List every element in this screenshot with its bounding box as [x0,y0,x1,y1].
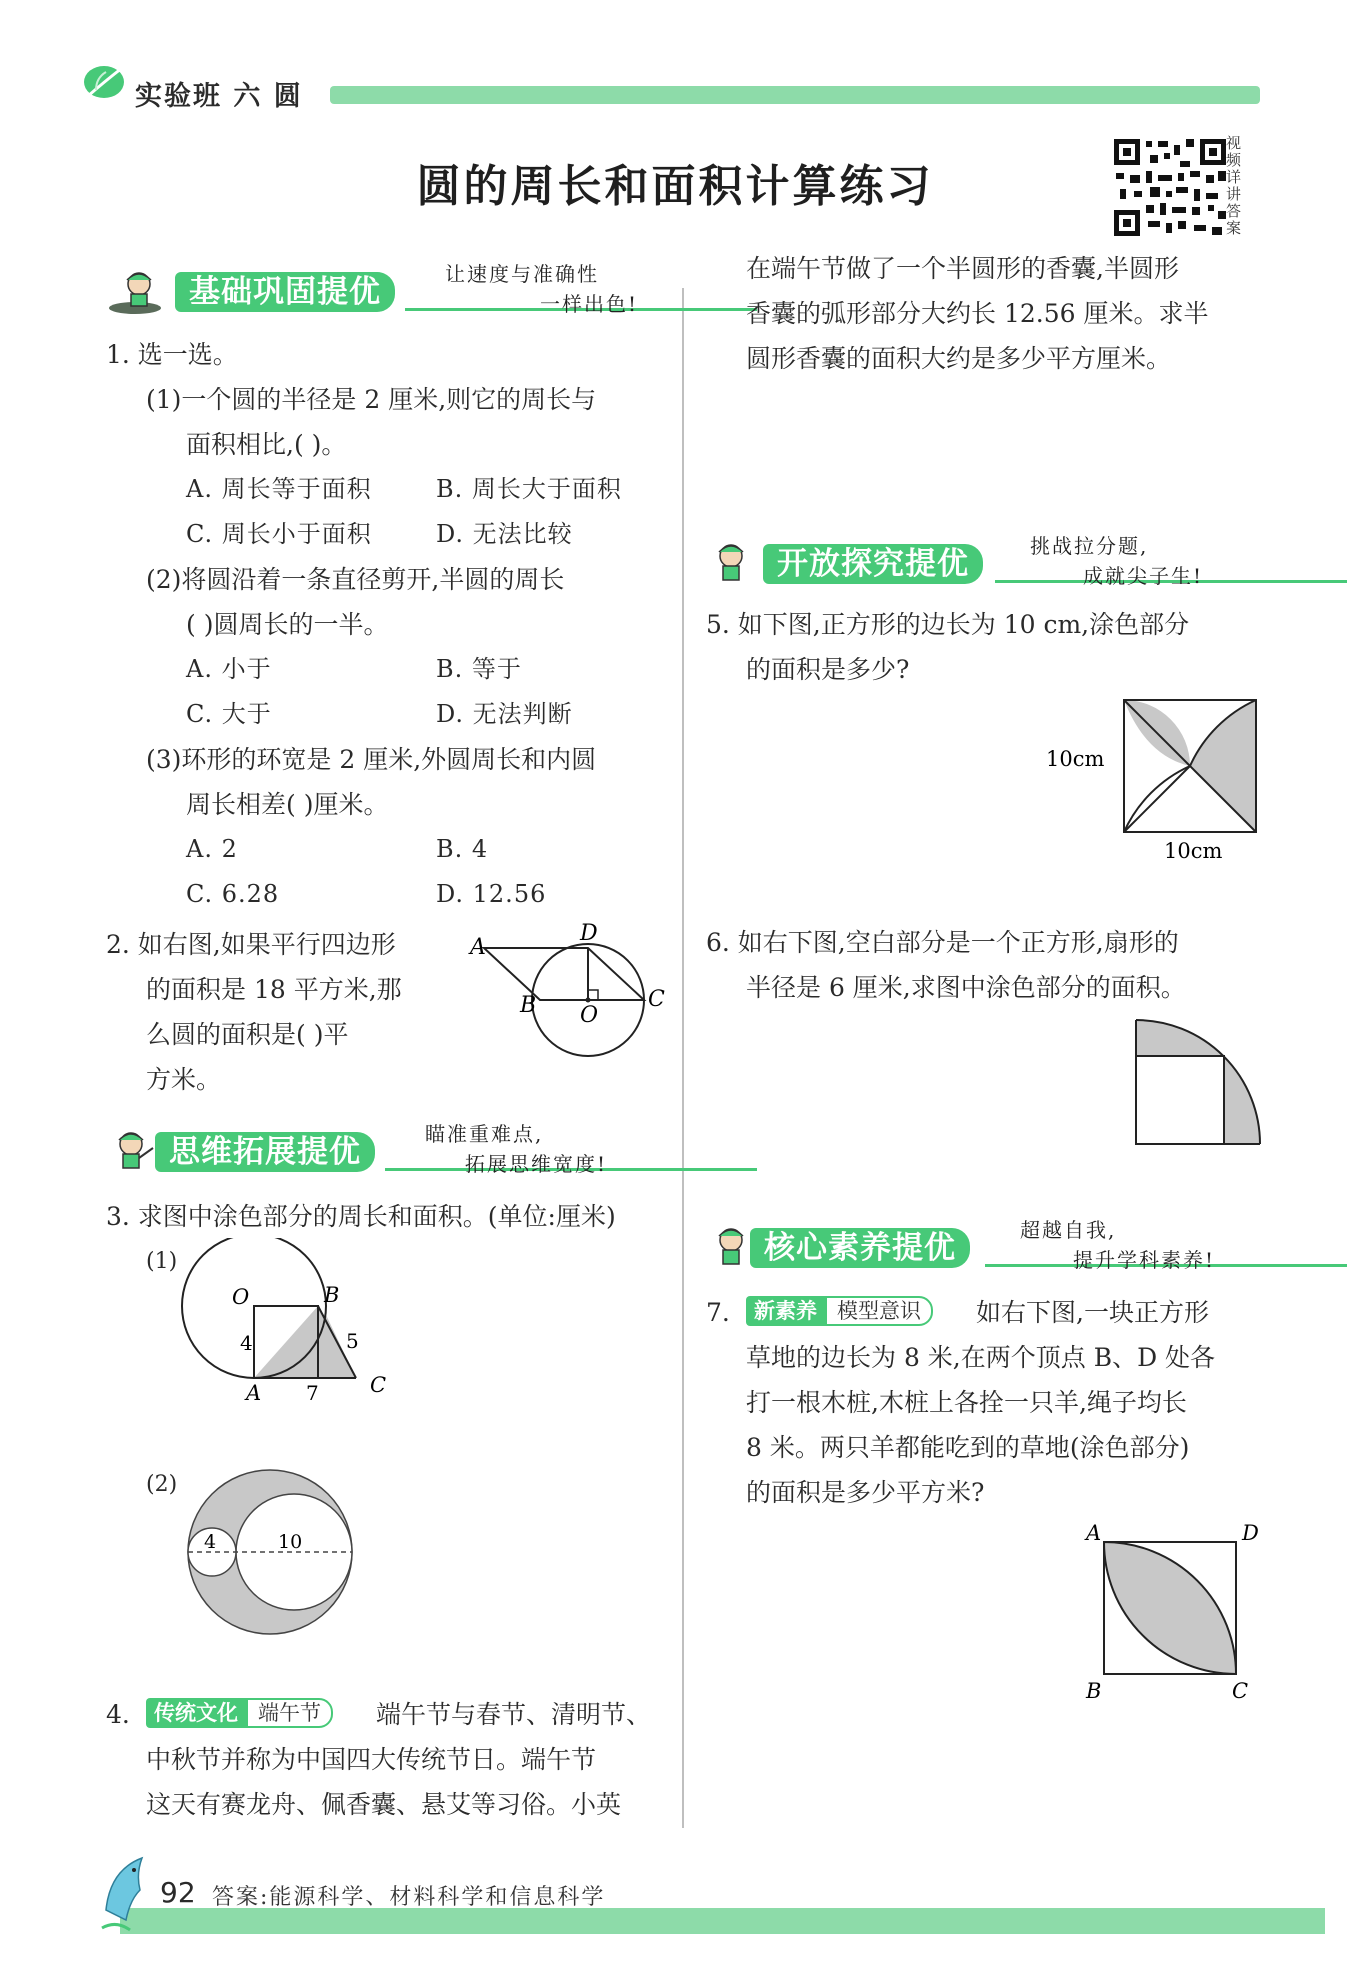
q7-label-d: D [1242,1521,1259,1545]
q4-line-3: 这天有赛龙舟、佩香囊、悬艾等习俗。小英 [146,1790,622,1819]
banner-slogan-2: 拓展思维宽度! [465,1152,608,1176]
q7-line-3: 打一根木桩,木桩上各拴一只羊,绳子均长 [746,1388,1187,1417]
q5-figure [1046,696,1268,866]
q3-part-2-label: (2) [146,1472,178,1497]
q7-figure [1080,1520,1268,1710]
q1a-stem-2: 面积相比,( )。 [186,430,347,459]
qr-caption: 视频详讲答案 [1226,134,1242,237]
q7-label-a: A [1086,1521,1102,1545]
q1c-stem-1: (3)环形的环宽是 2 厘米,外圆周长和内圆 [146,745,597,774]
q3-fig2-label-4: 4 [204,1531,217,1553]
section-title: 核心素养提优 [750,1228,970,1268]
q1a-option-d[interactable]: D. 无法比较 [436,520,573,548]
q7-line-5: 的面积是多少平方米? [746,1478,985,1507]
q1a-stem-1: (1)一个圆的半径是 2 厘米,则它的周长与 [146,385,597,414]
q4-cont-2: 香囊的弧形部分大约长 12.56 厘米。求半 [746,299,1209,328]
q4-line-1: 端午节与春节、清明节、 [376,1700,652,1729]
section-title: 基础巩固提优 [175,272,395,312]
q6-figure [1132,1016,1268,1150]
q5-label-side: 10cm [1046,747,1105,771]
q1b-option-b[interactable]: B. 等于 [436,655,522,683]
q1b-stem-2: ( )圆周长的一半。 [186,610,389,639]
q3-part-1-label: (1) [146,1249,178,1274]
header-bar [330,86,1260,104]
q2-line-1: 2. 如右图,如果平行四边形 [106,930,396,959]
q7-tag-literacy: 新素养 [746,1296,825,1326]
q1a-option-c[interactable]: C. 周长小于面积 [186,520,372,548]
q2-label-a: A [470,935,486,960]
section-banner-core [705,1218,1265,1272]
q1c-option-d[interactable]: D. 12.56 [436,880,547,908]
q5-label-bottom: 10cm [1164,839,1223,863]
section-banner-explore [705,534,1265,588]
column-divider [682,288,684,1828]
qr-code-icon[interactable] [1110,135,1230,240]
q7-line-1: 如右下图,一块正方形 [976,1298,1209,1327]
q5-line-1: 5. 如下图,正方形的边长为 10 cm,涂色部分 [706,610,1190,639]
q1a-option-a[interactable]: A. 周长等于面积 [186,475,372,503]
banner-slogan-1: 挑战拉分题, [1030,534,1149,558]
q2-line-3: 么圆的面积是( )平 [146,1020,349,1049]
q4-tags [146,1698,333,1728]
leaf-logo-icon [82,62,130,102]
header-text: 实验班 六 圆 [135,81,303,112]
q4-tag-culture: 传统文化 [146,1698,246,1728]
footer-answer: 答案:能源科学、材料科学和信息科学 [212,1885,606,1910]
q1b-option-a[interactable]: A. 小于 [186,655,272,683]
page-title: 圆的周长和面积计算练习 [416,161,934,212]
q3-fig1-label-a: A [246,1381,262,1405]
q1c-option-b[interactable]: B. 4 [436,835,489,863]
q3-fig1-label-7: 7 [306,1381,319,1405]
q2-label-b: B [520,993,537,1018]
q2-label-d: D [580,921,598,946]
q1b-stem-1: (2)将圆沿着一条直径剪开,半圆的周长 [146,565,565,594]
q6-line-1: 6. 如右下图,空白部分是一个正方形,扇形的 [706,928,1179,957]
q3-fig1-label-4: 4 [240,1331,253,1355]
q1b-option-c[interactable]: C. 大于 [186,700,272,728]
q1c-option-a[interactable]: A. 2 [186,835,238,863]
q7-label-c: C [1232,1679,1249,1703]
q7-tags [746,1296,933,1326]
q3-stem: 3. 求图中涂色部分的周长和面积。(单位:厘米) [106,1202,616,1231]
q3-fig1-label-c: C [370,1373,387,1397]
q5-line-2: 的面积是多少? [746,655,910,684]
q2-line-4: 方米。 [146,1065,222,1094]
q1-lead: 1. 选一选。 [106,340,238,369]
q7-label-b: B [1086,1679,1102,1703]
q4-number: 4. [106,1700,130,1729]
q2-figure [462,918,672,1068]
banner-slogan-1: 超越自我, [1020,1218,1117,1242]
section-title: 开放探究提优 [763,544,983,584]
q3-figure-1 [170,1238,410,1408]
q2-line-2: 的面积是 18 平方米,那 [146,975,402,1004]
q6-line-2: 半径是 6 厘米,求图中涂色部分的面积。 [746,973,1186,1002]
q1a-option-b[interactable]: B. 周长大于面积 [436,475,622,503]
q4-tag-topic: 端午节 [246,1698,333,1728]
section-banner-basic [105,262,665,316]
q7-line-4: 8 米。两只羊都能吃到的草地(涂色部分) [746,1433,1190,1462]
q4-cont-3: 圆形香囊的面积大约是多少平方厘米。 [746,344,1172,373]
banner-slogan-1: 让速度与准确性 [445,262,599,286]
q4-line-2: 中秋节并称为中国四大传统节日。端午节 [146,1745,597,1774]
q7-number: 7. [706,1298,730,1327]
q3-figure-2 [180,1460,370,1650]
q3-fig1-label-o: O [232,1285,250,1309]
q2-label-c: C [648,987,665,1012]
q4-cont-1: 在端午节做了一个半圆形的香囊,半圆形 [746,254,1179,283]
q1b-option-d[interactable]: D. 无法判断 [436,700,573,728]
banner-slogan-2: 一样出色! [540,292,639,316]
q3-fig1-label-b: B [324,1283,340,1307]
mascot-icon [105,268,169,316]
page-number: 92 [160,1876,196,1909]
banner-slogan-2: 成就尖子生! [1083,564,1204,588]
q1c-stem-2: 周长相差( )厘米。 [186,790,389,819]
q7-tag-model: 模型意识 [825,1296,933,1326]
dolphin-mascot-icon [96,1850,160,1936]
banner-slogan-1: 瞄准重难点, [425,1122,544,1146]
section-banner-thinking [105,1122,665,1176]
q2-label-o: O [580,1003,599,1028]
banner-slogan-2: 提升学科素养! [1073,1248,1216,1272]
q7-line-2: 草地的边长为 8 米,在两个顶点 B、D 处各 [746,1343,1216,1372]
footer-bar [120,1908,1325,1934]
q3-fig2-label-10: 10 [278,1531,303,1553]
section-title: 思维拓展提优 [155,1132,375,1172]
mascot-icon [705,540,769,588]
q3-fig1-label-5: 5 [346,1329,359,1353]
q1c-option-c[interactable]: C. 6.28 [186,880,280,908]
